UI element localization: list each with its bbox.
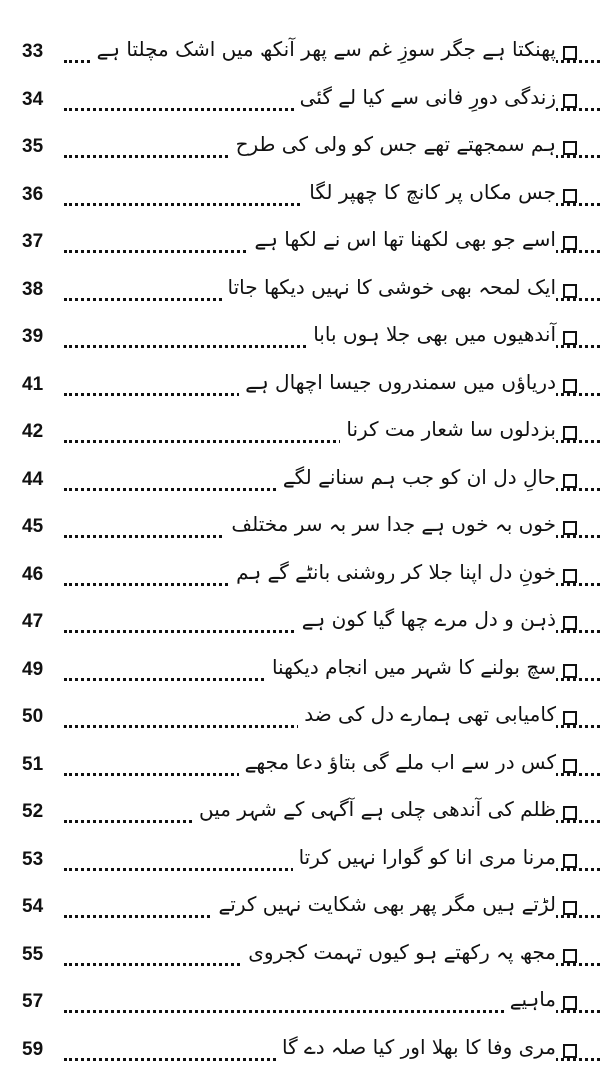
entry-title: سچ بولنے کا شہر میں انجام دیکھنا [266,652,556,682]
toc-entry[interactable] [0,272,600,320]
toc-entry[interactable] [0,1032,600,1080]
page-number: 46 [22,563,44,585]
square-bullet-icon [563,46,577,60]
square-bullet-icon [563,759,577,773]
square-bullet-icon [563,949,577,963]
toc-entry[interactable] [0,937,600,985]
entry-title: جس مکاں پر کانچ کا چھپر لگا [303,177,556,207]
toc-entry[interactable] [0,842,600,890]
toc-entry[interactable] [0,794,600,842]
toc-entry[interactable] [0,414,600,462]
entry-title: کامیابی تھی ہمارے دل کی ضد [298,699,556,729]
entry-title: زندگی دورِ فانی سے کیا لے گئی [294,82,556,112]
page-number: 42 [22,421,44,442]
toc-entry[interactable] [0,34,600,82]
toc-entry[interactable] [0,319,600,367]
page-number: 35 [22,136,44,157]
square-bullet-icon [563,569,577,583]
toc-entry[interactable] [0,367,600,415]
page-number: 33 [22,41,44,62]
page-number: 47 [22,611,44,632]
square-bullet-icon [563,236,577,250]
toc-entry[interactable] [0,699,600,747]
toc-entry[interactable] [0,557,600,605]
entry-title: مرنا مری انا کو گوارا نہیں کرتا [293,842,556,872]
square-bullet-icon [563,616,577,630]
entry-title: مری وفا کا بھلا اور کیا صلہ دے گا [276,1032,556,1062]
entry-title: خونِ دل اپنا جلا کر روشنی بانٹے گے ہم [230,557,556,587]
square-bullet-icon [563,521,577,535]
entry-title: لڑتے ہیں مگر پھر بھی شکایت نہیں کرتے [213,889,556,919]
page-number: 52 [22,801,44,822]
page-number: 38 [22,278,44,300]
page-number: 39 [22,326,44,347]
square-bullet-icon [563,806,577,820]
toc-entry[interactable] [0,224,600,272]
page-number: 49 [22,658,44,680]
entry-title: مجھ پہ رکھتے ہو کیوں تہمت کجروی [242,937,556,967]
square-bullet-icon [563,189,577,203]
page-number: 37 [22,231,44,252]
page-number: 41 [22,373,44,395]
page-number: 59 [22,1038,44,1060]
toc-entry[interactable] [0,604,600,652]
entry-title: ظلم کی آندھی چلی ہے آگہی کے شہر میں [193,794,556,824]
square-bullet-icon [563,854,577,868]
square-bullet-icon [563,141,577,155]
page-number: 54 [22,896,44,917]
page-number: 44 [22,468,44,490]
entry-title: ماہیے [504,984,556,1014]
toc-entry[interactable] [0,652,600,700]
square-bullet-icon [563,901,577,915]
toc-entry[interactable] [0,129,600,177]
page-number: 50 [22,706,44,727]
toc-entry[interactable] [0,984,600,1032]
square-bullet-icon [563,426,577,440]
toc-entry[interactable] [0,462,600,510]
entry-title: اسے جو بھی لکھنا تھا اس نے لکھا ہے [248,224,556,254]
toc-entry[interactable] [0,889,600,937]
square-bullet-icon [563,664,577,678]
toc-entry[interactable] [0,509,600,557]
page-number: 51 [22,753,44,775]
toc-entry[interactable] [0,747,600,795]
page-number: 36 [22,183,44,205]
square-bullet-icon [563,379,577,393]
square-bullet-icon [563,1044,577,1058]
entry-title: دریاؤں میں سمندروں جیسا اچھال ہے [239,367,556,397]
entry-title: بزدلوں سا شعار مت کرنا [340,414,556,444]
entry-title: کس در سے اب ملے گی بتاؤ دعا مجھے [239,747,556,777]
square-bullet-icon [563,474,577,488]
square-bullet-icon [563,94,577,108]
square-bullet-icon [563,331,577,345]
entry-title: آندھیوں میں بھی جلا ہوں بابا [307,319,556,349]
page-number: 45 [22,516,44,537]
entry-title: خوں بہ خوں ہے جدا سر بہ سر مختلف [225,509,556,539]
toc-entry[interactable] [0,82,600,130]
page-number: 53 [22,848,44,870]
square-bullet-icon [563,711,577,725]
square-bullet-icon [563,284,577,298]
entry-title: ذہن و دل مرے چھا گیا کون ہے [296,604,556,634]
page-number: 55 [22,943,44,965]
page-number: 57 [22,991,44,1012]
toc-entry[interactable] [0,177,600,225]
entry-title: ہم سمجھتے تھے جس کو ولی کی طرح [230,129,556,159]
entry-title: حالِ دل ان کو جب ہم سنانے لگے [277,462,556,492]
entry-title: پھنکتا ہے جگر سوزِ غم سے پھر آنکھ میں اشک مچلتا ہے [91,34,556,64]
table-of-contents [0,34,600,1079]
page-number: 34 [22,88,44,110]
entry-title: ایک لمحہ بھی خوشی کا نہیں دیکھا جاتا [222,272,557,302]
square-bullet-icon [563,996,577,1010]
